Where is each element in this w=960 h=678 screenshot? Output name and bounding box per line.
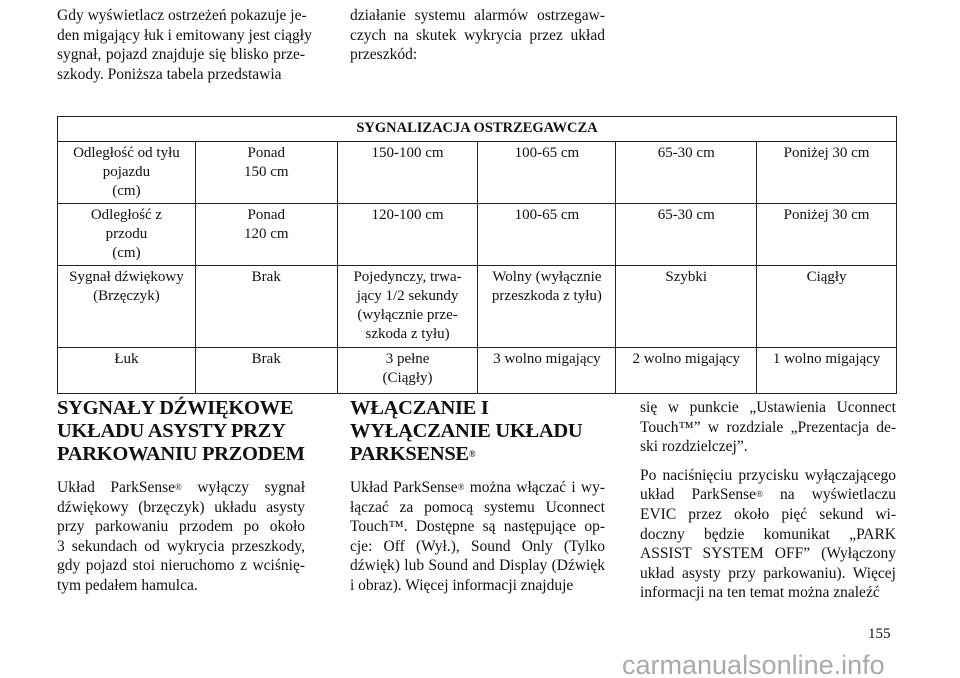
- text-line: Układ ParkSense® wyłączy sygnał: [57, 479, 305, 496]
- cell-line: (Brzęczyk): [93, 288, 160, 304]
- cell-line: Brak: [251, 351, 281, 367]
- cell-line: pojazdu: [102, 164, 151, 180]
- cell-line: Ponad: [247, 207, 285, 223]
- cell-line: (cm): [112, 183, 141, 199]
- section-heading: [350, 397, 605, 466]
- text-line: przeszkód:: [350, 46, 418, 64]
- table-row: [58, 204, 897, 266]
- text-line: czych na skutek wykrycia przez układ: [350, 26, 605, 44]
- table-cell: [195, 348, 337, 394]
- text-line: cje: Off (Wył.), Sound Only (Tylko: [350, 537, 605, 555]
- table-cell: [337, 204, 478, 266]
- text-line: Po naciśnięciu przycisku wyłączającego: [640, 466, 896, 484]
- heading-line: WYŁĄCZANIE UKŁADU: [350, 420, 583, 442]
- table-cell: [616, 204, 757, 266]
- table-cell: [337, 266, 478, 348]
- text-line: informacji na ten temat można znaleźć: [640, 584, 880, 602]
- cell-line: jący 1/2 sekundy: [356, 288, 459, 304]
- cell-line: 150-100 cm: [371, 145, 444, 161]
- text-line: ASSIST SYSTEM OFF” (Wyłączony: [640, 545, 896, 563]
- table-cell: [757, 348, 897, 394]
- text-line: sygnał, pojazd znajduje się blisko prze-: [57, 46, 305, 64]
- heading-line: SYGNAŁY DŹWIĘKOWE: [57, 397, 294, 419]
- table-cell: [757, 142, 897, 204]
- cell-line: 100-65 cm: [514, 145, 580, 161]
- heading-line: WŁĄCZANIE I: [350, 397, 489, 419]
- table-cell: [337, 142, 478, 204]
- table-row: [58, 142, 897, 204]
- text-line: gdy pojazd stoi nieruchomo z wciśnię-: [57, 557, 305, 575]
- cell-line: Poniżej 30 cm: [783, 207, 870, 223]
- text-line: łączać za pomocą systemu Uconnect: [350, 498, 605, 516]
- text-line: ski rozdzielczej”.: [640, 438, 748, 456]
- heading-line: UKŁADU ASYSTY PRZY: [57, 420, 286, 442]
- text-line: działanie systemu alarmów ostrzegaw-: [350, 7, 605, 24]
- table-cell: [195, 142, 337, 204]
- table-row: [58, 266, 897, 348]
- section-continued: [640, 398, 896, 612]
- table-row: [58, 348, 897, 394]
- warning-signal-table: [57, 116, 897, 394]
- text-line: dźwiękowy (brzęczyk) układu asysty: [57, 498, 305, 516]
- section-front-park-assist: [57, 397, 305, 605]
- table-cell: [616, 348, 757, 394]
- cell-line: Pojedynczy, trwa-: [353, 269, 462, 285]
- cell-line: przodu: [105, 226, 148, 242]
- text-line: den migający łuk i emitowany jest ciągły: [57, 26, 312, 44]
- cell-line: Poniżej 30 cm: [783, 145, 870, 161]
- paragraph: [640, 398, 896, 457]
- text-line: dźwięk) lub Sound and Display (Dźwięk: [350, 557, 605, 575]
- cell-line: Szybki: [665, 269, 708, 285]
- cell-line: (cm): [112, 245, 141, 261]
- paragraph: [640, 466, 896, 603]
- cell-line: Odległość z: [90, 207, 163, 223]
- paragraph: [350, 478, 605, 596]
- text-line: Touch™. Dostępne są następujące op-: [350, 518, 605, 536]
- row-label-cell: [58, 204, 196, 266]
- cell-line: (Ciągły): [382, 370, 433, 386]
- cell-line: 2 wolno migający: [632, 351, 740, 367]
- cell-line: 3 pełne: [385, 351, 430, 367]
- table-cell: [478, 266, 616, 348]
- cell-line: Sygnał dźwiękowy: [69, 269, 184, 285]
- text-line: przy parkowaniu przodem po około: [57, 518, 305, 536]
- text-line: doczny będzie komunikat „PARK: [640, 525, 896, 543]
- text-line: tym pedałem hamulca.: [57, 576, 198, 594]
- text-line: Gdy wyświetlacz ostrzeżeń pokazuje je-: [57, 7, 307, 24]
- table-cell: [478, 204, 616, 266]
- cell-line: Ponad: [247, 145, 285, 161]
- table-cell: [195, 204, 337, 266]
- text-line: Touch™” w rozdziale „Prezentacja de-: [640, 418, 896, 436]
- cell-line: Brak: [251, 269, 281, 285]
- paragraph: [57, 478, 305, 596]
- cell-line: (wyłącznie prze-: [357, 307, 458, 323]
- cell-line: 120-100 cm: [371, 207, 444, 223]
- intro-left: [57, 6, 312, 93]
- cell-line: Odległość od tyłu: [73, 145, 180, 161]
- text-line: się w punkcie „Ustawienia Uconnect: [640, 399, 896, 416]
- section-heading: [57, 397, 305, 466]
- page-number: 155: [868, 626, 891, 642]
- cell-line: 150 cm: [243, 164, 289, 180]
- watermark: carmanualsonline.info: [622, 650, 885, 678]
- cell-line: 65-30 cm: [657, 207, 715, 223]
- row-label-cell: [58, 266, 196, 348]
- table-cell: [757, 204, 897, 266]
- table-cell: [757, 266, 897, 348]
- table-title: SYGNALIZACJA OSTRZEGAWCZA: [58, 117, 897, 142]
- text-line: Układ ParkSense® można włączać i wy-: [350, 479, 605, 496]
- heading-line: PARKOWANIU PRZODEM: [57, 443, 305, 465]
- table-cell: [195, 266, 337, 348]
- row-label-cell: [58, 348, 196, 394]
- text-line: i obraz). Więcej informacji znajduje: [350, 576, 574, 594]
- text-line: EVIC przez około pięć sekund wi-: [640, 505, 896, 523]
- table-cell: [478, 348, 616, 394]
- text-line: szkody. Poniższa tabela przedstawia: [57, 65, 282, 83]
- heading-line: PARKSENSE®: [350, 443, 476, 465]
- text-line: układ ParkSense® na wyświetlaczu: [640, 486, 896, 504]
- text-line: układ asysty przy parkowaniu). Więcej: [640, 564, 896, 582]
- paragraph: [57, 6, 312, 84]
- cell-line: szkoda z tyłu): [365, 326, 450, 342]
- table-cell: [616, 142, 757, 204]
- cell-line: Wolny (wyłącznie: [492, 269, 602, 285]
- cell-line: 1 wolno migający: [772, 351, 881, 367]
- cell-line: przeszkoda z tyłu): [491, 288, 602, 304]
- text-line: 3 sekundach od wykrycia przeszkody,: [57, 537, 305, 555]
- cell-line: Łuk: [114, 351, 139, 367]
- section-parksense-toggle: [350, 397, 605, 605]
- cell-line: 100-65 cm: [514, 207, 580, 223]
- cell-line: 120 cm: [243, 226, 289, 242]
- intro-right: [350, 6, 605, 74]
- cell-line: 65-30 cm: [657, 145, 715, 161]
- table-cell: [478, 142, 616, 204]
- cell-line: Ciągły: [806, 269, 847, 285]
- table-cell: [616, 266, 757, 348]
- cell-line: 3 wolno migający: [493, 351, 601, 367]
- table-cell: [337, 348, 478, 394]
- row-label-cell: [58, 142, 196, 204]
- paragraph: [350, 6, 605, 65]
